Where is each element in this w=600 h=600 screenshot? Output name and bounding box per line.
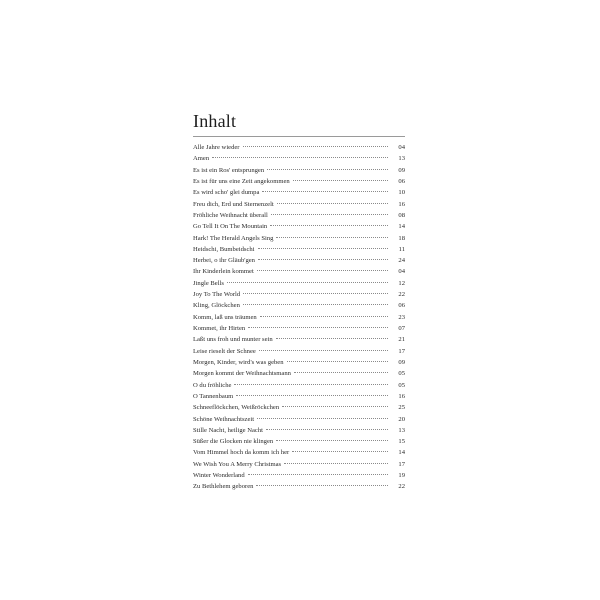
toc-entry-page-number: 13 xyxy=(398,426,405,434)
toc-entry-title: Freu dich, Erd und Sternenzelt xyxy=(193,200,274,208)
dot-leader xyxy=(276,338,388,339)
dot-leader xyxy=(256,485,388,486)
dot-leader xyxy=(234,384,388,385)
toc-entry-title: Jingle Bells xyxy=(193,279,224,287)
dot-leader xyxy=(248,327,388,328)
toc-entry xyxy=(193,289,405,300)
toc-entry xyxy=(193,380,405,391)
toc-entry-title: Ihr Kinderlein kommet xyxy=(193,268,254,276)
toc-entry-title: Stille Nacht, heilige Nacht xyxy=(193,426,263,434)
toc-entry-page-number: 12 xyxy=(398,279,405,287)
toc-entry-title: Kling, Glöckchen xyxy=(193,302,240,310)
toc-entry-title: Komm, laß uns träumen xyxy=(193,313,257,321)
dot-leader xyxy=(276,237,388,238)
toc-entry-page-number: 09 xyxy=(398,358,405,366)
toc-entry xyxy=(193,357,405,368)
toc-entry xyxy=(193,323,405,334)
toc-entry-page-number: 20 xyxy=(398,415,405,423)
toc-entry xyxy=(193,199,405,210)
toc-entry-title: Morgen, Kinder, wird's was geben xyxy=(193,358,284,366)
toc-entry-page-number: 10 xyxy=(398,189,405,197)
toc-entry xyxy=(193,187,405,198)
toc-entry-page-number: 14 xyxy=(398,449,405,457)
toc-entry-page-number: 06 xyxy=(398,302,405,310)
toc-entry-title: Laßt uns froh und munter sein xyxy=(193,336,273,344)
toc-entry-title: Es ist ein Ros' entsprungen xyxy=(193,166,265,174)
dot-leader xyxy=(292,451,388,452)
toc-entry xyxy=(193,312,405,323)
toc-entry xyxy=(193,244,405,255)
toc-entry-title: Go Tell It On The Mountain xyxy=(193,223,268,231)
toc-entry xyxy=(193,470,405,481)
toc-entry xyxy=(193,447,405,458)
toc-entry-title: Zu Bethlehem geboren xyxy=(193,483,254,491)
toc-entry-page-number: 16 xyxy=(398,392,405,400)
toc-entry xyxy=(193,278,405,289)
toc-entry xyxy=(193,391,405,402)
toc-entry xyxy=(193,425,405,436)
toc-list xyxy=(193,142,405,493)
dot-leader xyxy=(262,191,388,192)
toc-entry xyxy=(193,346,405,357)
dot-leader xyxy=(282,406,388,407)
toc-entry-page-number: 04 xyxy=(398,144,405,151)
toc-entry-title: Schneeflöckchen, Weißröckchen xyxy=(193,404,280,412)
dot-leader xyxy=(259,350,388,351)
toc-entry-page-number: 13 xyxy=(398,155,405,163)
table-of-contents xyxy=(193,110,405,493)
toc-entry-page-number: 05 xyxy=(398,381,405,389)
toc-entry xyxy=(193,221,405,232)
toc-entry-title: Vom Himmel hoch da komm ich her xyxy=(193,449,290,457)
toc-entry-page-number: 23 xyxy=(398,313,405,321)
toc-entry-title: Kommet, ihr Hirten xyxy=(193,325,246,332)
dot-leader xyxy=(243,146,388,147)
toc-entry xyxy=(193,142,405,153)
toc-entry-page-number: 06 xyxy=(398,177,405,185)
toc-entry xyxy=(193,176,405,187)
toc-entry-title: O du fröhliche xyxy=(193,381,232,389)
dot-leader xyxy=(270,225,388,226)
dot-leader xyxy=(257,270,388,271)
dot-leader xyxy=(294,372,388,373)
toc-entry-title: Morgen kommt der Weihnachtsmann xyxy=(193,370,291,378)
toc-entry xyxy=(193,255,405,266)
toc-entry xyxy=(193,153,405,164)
dot-leader xyxy=(267,169,388,170)
dot-leader xyxy=(277,203,388,204)
toc-entry-page-number: 22 xyxy=(398,291,405,299)
toc-entry-page-number: 25 xyxy=(398,404,405,412)
toc-entry-title: O Tannenbaum xyxy=(193,392,234,400)
toc-entry-page-number: 08 xyxy=(398,211,405,219)
toc-entry-title: Es ist für uns eine Zeit angekommen xyxy=(193,177,290,185)
toc-entry-title: Schöne Weihnachtszeit xyxy=(193,415,255,423)
toc-entry-title: Süßer die Glocken nie klingen xyxy=(193,438,274,446)
dot-leader xyxy=(258,248,388,249)
dot-leader xyxy=(276,440,388,441)
toc-entry xyxy=(193,165,405,176)
toc-entry-page-number: 15 xyxy=(398,438,405,446)
dot-leader xyxy=(243,293,388,294)
toc-entry-page-number: 22 xyxy=(398,483,405,491)
dot-leader xyxy=(227,282,388,283)
toc-entry-page-number: 14 xyxy=(398,223,405,231)
toc-entry-title: Joy To The World xyxy=(193,291,241,299)
toc-entry-title: Herbei, o ihr Gläub'gen xyxy=(193,257,255,265)
dot-leader xyxy=(248,474,388,475)
toc-entry xyxy=(193,210,405,221)
dot-leader xyxy=(258,259,388,260)
toc-entry xyxy=(193,481,405,492)
toc-entry-title: Leise rieselt der Schnee xyxy=(193,347,256,355)
toc-entry-page-number: 17 xyxy=(398,460,405,468)
toc-entry-title: Es wird scho' glei dumpa xyxy=(193,189,260,197)
dot-leader xyxy=(284,463,388,464)
dot-leader xyxy=(257,418,388,419)
toc-entry xyxy=(193,459,405,470)
dot-leader xyxy=(212,157,388,158)
toc-entry-page-number: 04 xyxy=(398,268,405,276)
toc-entry-page-number: 07 xyxy=(398,325,405,332)
toc-entry-title: Amen xyxy=(193,155,210,163)
toc-entry xyxy=(193,414,405,425)
toc-entry-title: Alle Jahre wieder xyxy=(193,144,240,151)
dot-leader xyxy=(236,395,388,396)
dot-leader xyxy=(266,429,388,430)
dot-leader xyxy=(287,361,388,362)
toc-entry xyxy=(193,368,405,379)
toc-entry-page-number: 16 xyxy=(398,200,405,208)
dot-leader xyxy=(243,304,388,305)
toc-entry-page-number: 17 xyxy=(398,347,405,355)
toc-entry-page-number: 05 xyxy=(398,370,405,378)
toc-entry-title: Winter Wonderland xyxy=(193,472,245,480)
toc-entry-page-number: 11 xyxy=(398,245,405,253)
title-divider xyxy=(193,136,405,137)
toc-entry-page-number: 09 xyxy=(398,166,405,174)
toc-entry xyxy=(193,402,405,413)
toc-entry-title: We Wish You A Merry Christmas xyxy=(193,460,282,468)
toc-entry xyxy=(193,300,405,311)
toc-entry-page-number: 19 xyxy=(398,472,405,480)
toc-entry-page-number: 21 xyxy=(398,336,405,344)
toc-entry xyxy=(193,334,405,345)
toc-entry-page-number: 24 xyxy=(398,257,405,265)
toc-entry-title: Fröhliche Weihnacht überall xyxy=(193,211,268,219)
toc-entry-page-number: 18 xyxy=(398,234,405,242)
dot-leader xyxy=(260,316,388,317)
toc-entry-title: Hark! The Herald Angels Sing xyxy=(193,234,274,242)
toc-entry xyxy=(193,233,405,244)
dot-leader xyxy=(271,214,388,215)
page-title: Inhalt xyxy=(193,111,237,131)
toc-entry-title: Heidschi, Bumbeidschi xyxy=(193,245,255,253)
toc-entry xyxy=(193,436,405,447)
dot-leader xyxy=(293,180,388,181)
toc-entry xyxy=(193,266,405,277)
